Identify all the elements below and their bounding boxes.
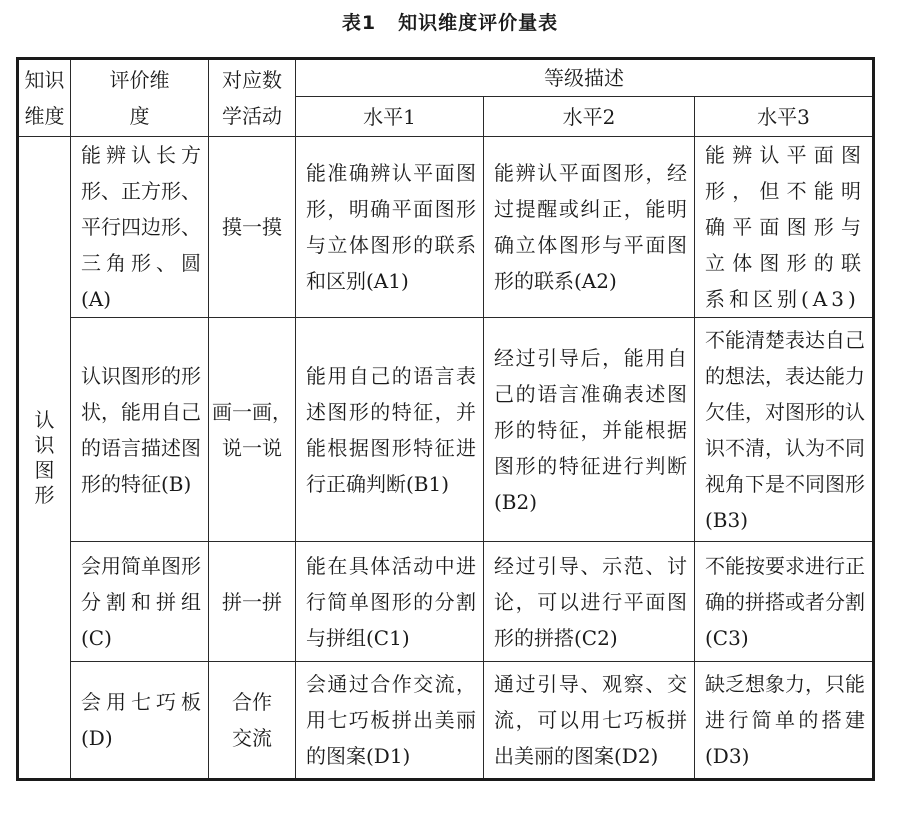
activity-cell: 合作交流 xyxy=(209,662,296,780)
level1-cell: 会通过合作交流，用七巧板拼出美丽的图案(D1) xyxy=(296,662,484,780)
table-row xyxy=(18,662,874,780)
activity-cell: 摸一摸 xyxy=(209,137,296,318)
header-knowledge-dimension: 知识维度 xyxy=(18,59,71,137)
header-evaluation-dimension: 评价维度 xyxy=(71,59,209,137)
evaluation-dimension-cell: 会用简单图形分割和拼组(C) xyxy=(71,542,209,662)
activity-cell: 画一画，说一说 xyxy=(209,318,296,542)
knowledge-group-cell xyxy=(18,137,71,780)
header-level-1: 水平1 xyxy=(296,97,484,137)
evaluation-dimension-cell: 认识图形的形状，能用自己的语言描述图形的特征(B) xyxy=(71,318,209,542)
level3-cell: 不能按要求进行正确的拼搭或者分割(C3) xyxy=(695,542,874,662)
level3-cell: 缺乏想象力，只能进行简单的搭建(D3) xyxy=(695,662,874,780)
level2-cell: 通过引导、观察、交流，可以用七巧板拼出美丽的图案(D2) xyxy=(484,662,695,780)
table-row xyxy=(18,137,874,318)
level2-cell: 经过引导后，能用自己的语言准确表述图形的特征，并能根据图形的特征进行判断(B2) xyxy=(484,318,695,542)
level2-cell: 能辨认平面图形，经过提醒或纠正，能明确立体图形与平面图形的联系(A2) xyxy=(484,137,695,318)
table-number: 表1 xyxy=(341,12,377,34)
level2-cell: 经过引导、示范、讨论，可以进行平面图形的拼搭(C2) xyxy=(484,542,695,662)
level1-cell: 能准确辨认平面图形，明确平面图形与立体图形的联系和区别(A1) xyxy=(296,137,484,318)
header-level-description: 等级描述 xyxy=(296,59,874,97)
header-level-2: 水平2 xyxy=(484,97,695,137)
header-row-1 xyxy=(18,59,874,97)
header-level-3: 水平3 xyxy=(695,97,874,137)
evaluation-dimension-cell: 会用七巧板(D) xyxy=(71,662,209,780)
level1-cell: 能用自己的语言表述图形的特征，并能根据图形特征进行正确判断(B1) xyxy=(296,318,484,542)
table-title xyxy=(0,8,900,35)
table-row xyxy=(18,542,874,662)
level1-cell: 能在具体活动中进行简单图形的分割与拼组(C1) xyxy=(296,542,484,662)
rubric-table xyxy=(16,57,875,781)
knowledge-group-label: 认识图形 xyxy=(34,407,55,507)
table-caption: 知识维度评价量表 xyxy=(398,12,559,34)
level3-cell: 能辨认平面图形，但不能明确平面图形与立体图形的联系和区别(A3) xyxy=(695,137,874,318)
level3-cell: 不能清楚表达自己的想法，表达能力欠佳，对图形的认识不清，认为不同视角下是不同图形(B3) xyxy=(695,318,874,542)
table-row xyxy=(18,318,874,542)
header-math-activity: 对应数学活动 xyxy=(209,59,296,137)
activity-cell: 拼一拼 xyxy=(209,542,296,662)
evaluation-dimension-cell: 能辨认长方形、正方形、平行四边形、三角形、圆(A) xyxy=(71,137,209,318)
